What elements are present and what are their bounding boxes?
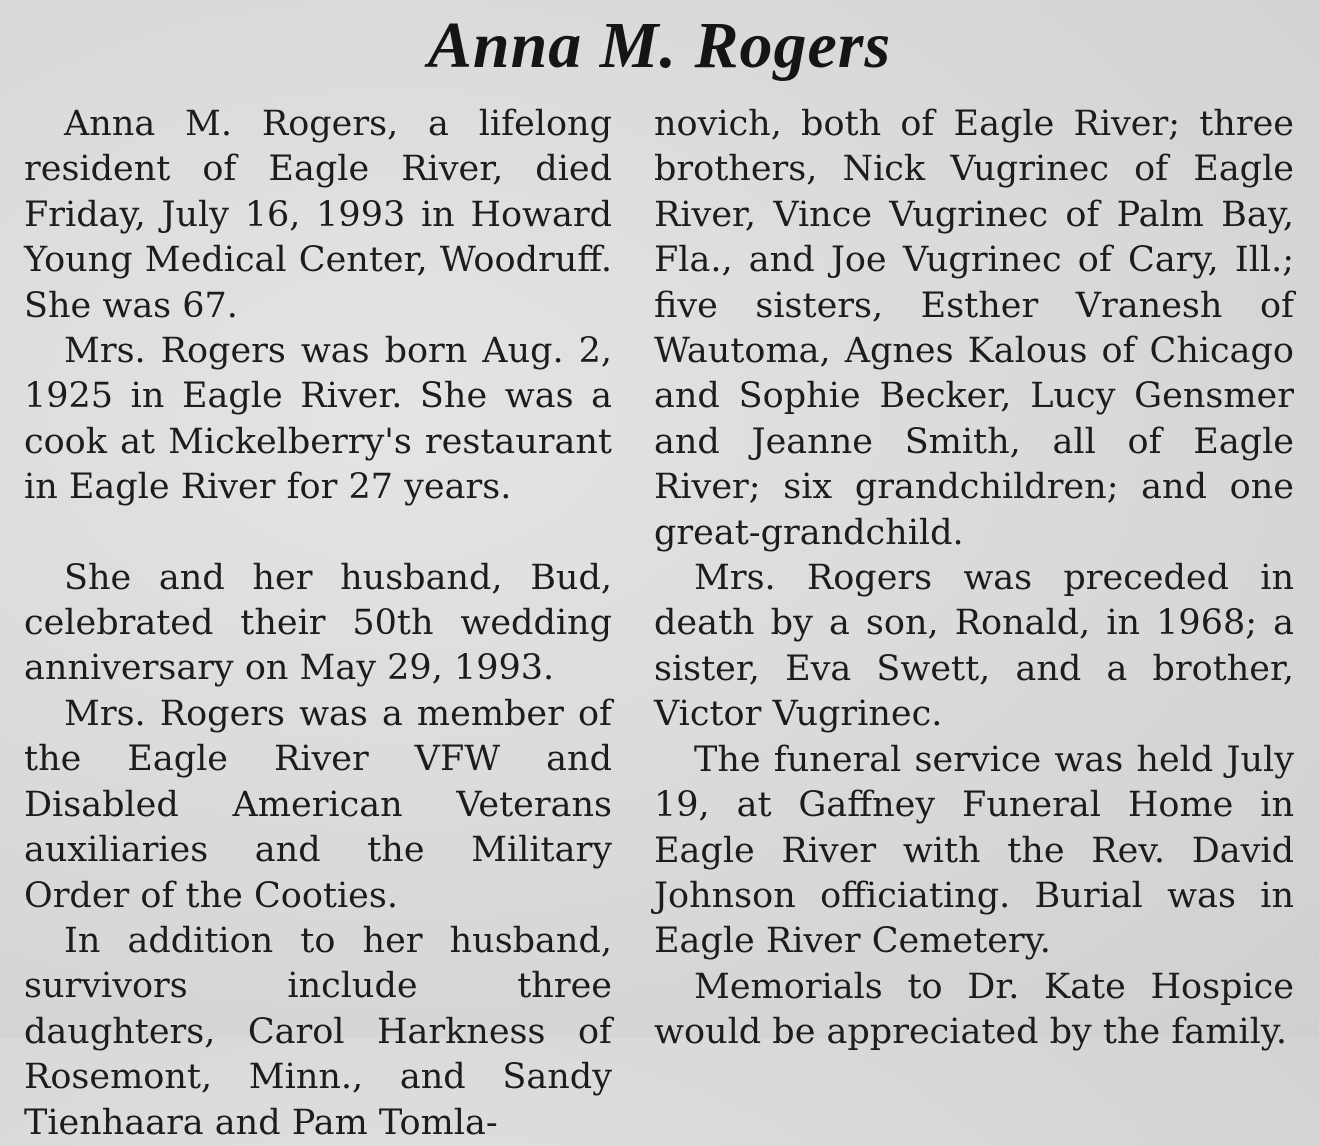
paragraph-memberships: Mrs. Rogers was a member of the Eagle River VFW and Disabled American Veterans auxiliaries and the Military Order of the Cooties. — [24, 693, 612, 916]
paragraph-anniversary: She and her husband, Bud, celebrated their 50th wedding anniversary on May 29, 1993. — [24, 557, 612, 689]
paragraph-death-notice: Anna M. Rogers, a lifelong resident of Eagle River, died Friday, July 16, 1993 in Howard Young Medical Center, Woodruff. She was 67. — [24, 104, 612, 326]
right-column — [654, 102, 1294, 1056]
obituary-headline: Anna M. Rogers — [427, 9, 892, 82]
paragraph-preceded-in-death: Mrs. Rogers was preceded in death by a son, Ronald, in 1968; a sister, Eva Swett, and a brother, Victor Vugrinec. — [654, 558, 1294, 735]
paragraph-survivors-continued: novich, both of Eagle River; three brothers, Nick Vugrinec of Eagle River, Vince Vugrinec of Palm Bay, Fla., and Joe Vugrinec of Cary, Ill.; five sisters, Esther Vranesh of Wautoma, Agnes Kalous of Chicago and Sophie Becker, Lucy Gensmer and Jeanne Smith, all of Eagle River; six grandchildren; and one great-grandchild. — [654, 104, 1294, 553]
paragraph-survivors-start: In addition to her husband, survivors include three daughters, Carol Harkness of Rosemont, Minn., and Sandy Tienhaara and Pam Tomla- — [24, 920, 612, 1143]
paragraph-birth-career: Mrs. Rogers was born Aug. 2, 1925 in Eagle River. She was a cook at Mickelberry's restaurant in Eagle River for 27 years. — [24, 331, 612, 508]
left-column — [24, 102, 612, 1146]
paragraph-memorials: Memorials to Dr. Kate Hospice would be appreciated by the family. — [654, 966, 1294, 1053]
paragraph-funeral-service: The funeral service was held July 19, at Gaffney Funeral Home in Eagle River with the Rev. David Johnson officiating. Burial was in Eagle River Cemetery. — [654, 739, 1294, 962]
